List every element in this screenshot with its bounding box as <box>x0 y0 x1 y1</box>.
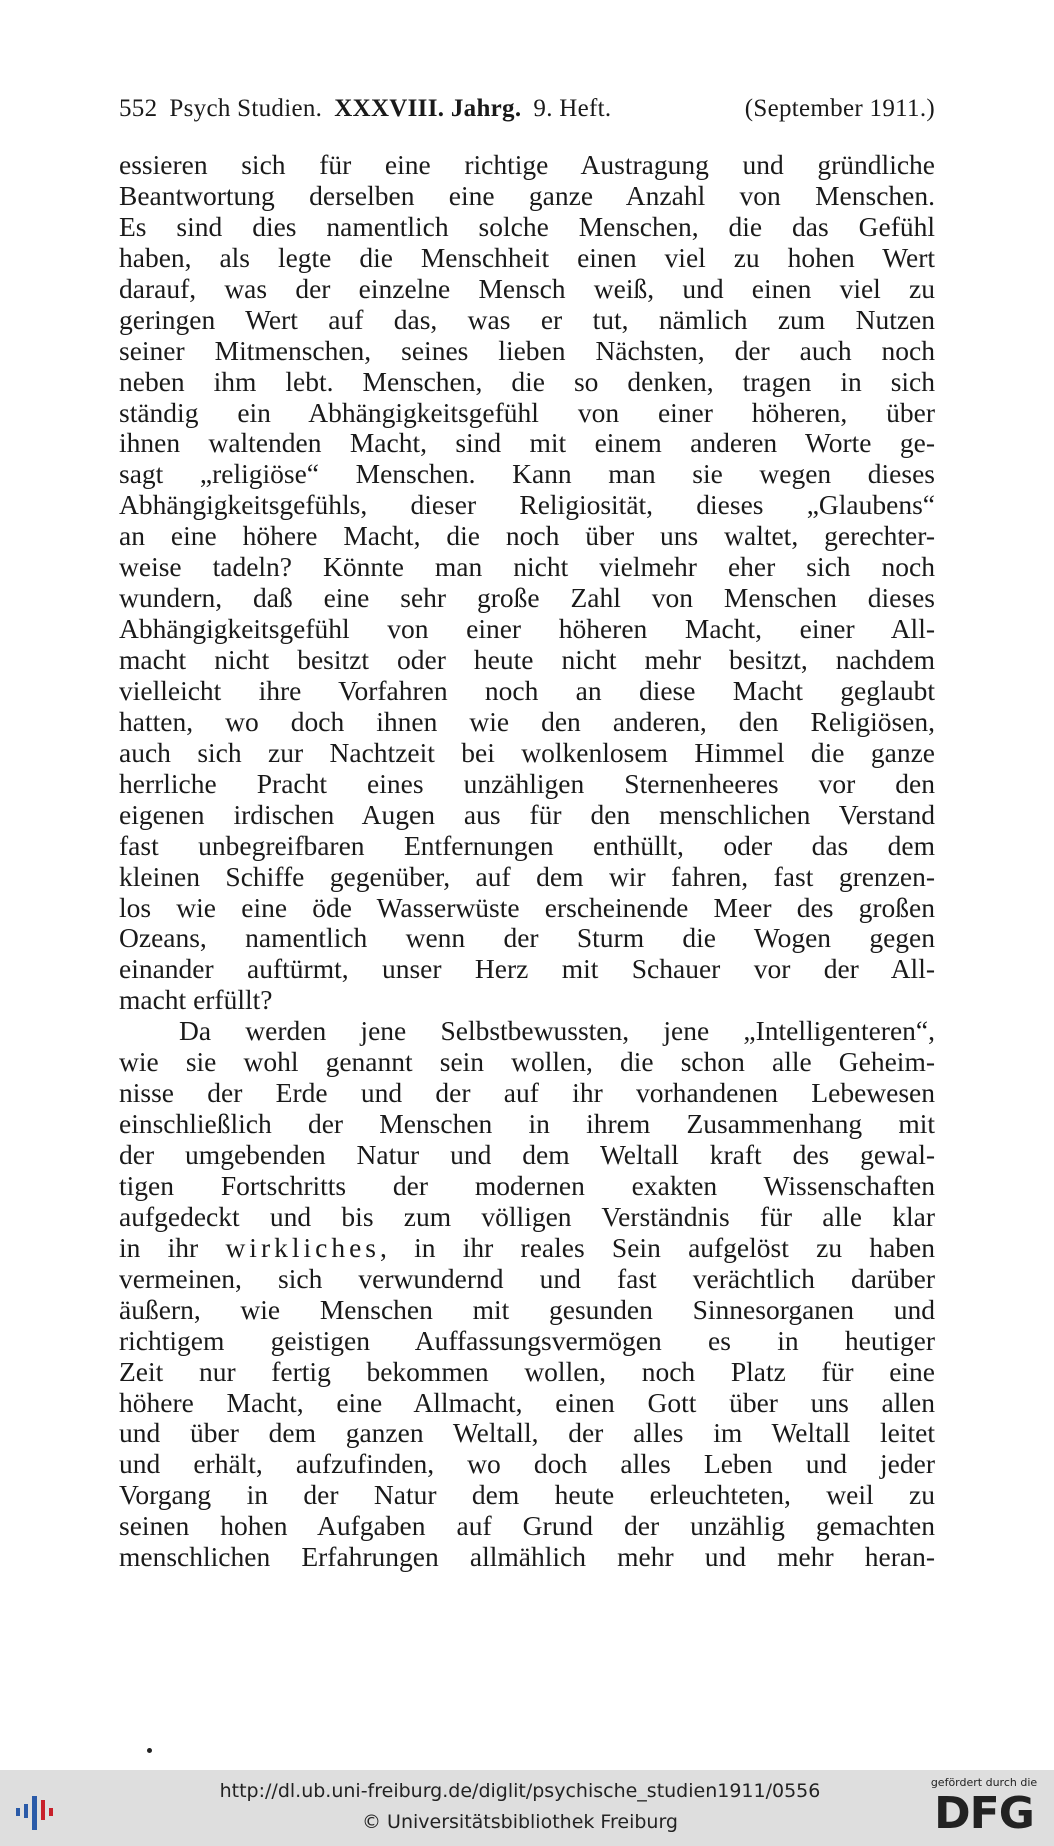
journal-title: Psych Studien. <box>169 95 323 122</box>
text-line: geringen Wert auf das, was er tut, nämlich zum Nutzen <box>119 303 935 335</box>
text-line: Zeit nur fertig bekommen wollen, noch Platz für eine <box>119 1355 935 1387</box>
line-segment: in ihr <box>119 1231 226 1263</box>
text-line: äußern, wie Menschen mit gesunden Sinnesorganen und <box>119 1293 935 1325</box>
text-line: herrliche Pracht eines unzähligen Sternenheeres vor den <box>119 767 935 799</box>
text-line: darauf, was der einzelne Mensch weiß, und einen viel zu <box>119 272 935 304</box>
text-line: seiner Mitmenschen, seines lieben Nächsten, der auch noch <box>119 334 935 366</box>
body-text <box>119 150 935 1573</box>
text-line: tigen Fortschritts der modernen exakten Wissenschaften <box>119 1169 935 1201</box>
text-line: einander auftürmt, unser Herz mit Schauer vor der All- <box>119 953 935 985</box>
text-line: nisse der Erde und der auf ihr vorhandenen Lebewesen <box>119 1077 935 1109</box>
text-line: an eine höhere Macht, die noch über uns waltet, gerechter- <box>119 520 935 552</box>
text-line: sagt „religiöse“ Menschen. Kann man sie wegen dieses <box>119 458 935 490</box>
text-line: vermeinen, sich verwundernd und fast verächtlich darüber <box>119 1262 935 1294</box>
text-line: haben, als legte die Menschheit einen viel zu hohen Wert <box>119 241 935 273</box>
source-url-link[interactable]: http://dl.ub.uni-freiburg.de/diglit/psychische_studien1911/0556 <box>219 1780 821 1802</box>
text-line-spaced <box>119 1233 935 1264</box>
text-line: menschlichen Erfahrungen allmählich mehr und mehr heran- <box>119 1541 935 1573</box>
footer-bar <box>0 1770 1054 1846</box>
text-line: weise tadeln? Könnte man nicht vielmehr eher sich noch <box>119 551 935 583</box>
text-line: macht nicht besitzt oder heute nicht mehr besitzt, nachdem <box>119 644 935 675</box>
text-line: und über dem ganzen Weltall, der alles im Weltall leitet <box>119 1417 935 1449</box>
library-logo-icon <box>14 1786 64 1832</box>
emphasized-word: wirkliches <box>225 1231 380 1263</box>
text-line: hatten, wo doch ihnen wie den anderen, den Religiösen, <box>119 705 935 737</box>
paragraph-end-line: macht erfüllt? <box>119 984 273 1016</box>
text-line: fast unbegreifbaren Entfernungen enthüllt, oder das dem <box>119 829 935 861</box>
text-line: der umgebenden Natur und dem Weltall kraft des gewal- <box>119 1139 935 1170</box>
text-line: kleinen Schiffe gegenüber, auf dem wir fahren, fast grenzen- <box>119 860 935 892</box>
text-line: Abhängigkeitsgefühls, dieser Religiosität, dieses „Glaubens“ <box>119 489 935 521</box>
issue-date: (September 1911.) <box>744 95 935 122</box>
text-line: Es sind dies namentlich solche Menschen, die das Gefühl <box>119 210 935 242</box>
header-left <box>119 95 611 123</box>
text-line: auch sich zur Nachtzeit bei wolkenlosem Himmel die ganze <box>119 736 935 768</box>
line-segment: , in ihr reales Sein aufgelöst zu haben <box>380 1231 935 1263</box>
text-line: Ozeans, namentlich wenn der Sturm die Wogen gegen <box>119 922 935 954</box>
issue-label: 9. Heft. <box>533 95 612 122</box>
paragraph-start-line: Da werden jene Selbstbewussten, jene „Intelligenteren“, <box>179 1015 935 1047</box>
text-line: richtigem geistigen Auffassungsvermögen es in heutiger <box>119 1324 935 1356</box>
text-line: Beantwortung derselben eine ganze Anzahl von Menschen. <box>119 179 935 211</box>
stray-mark <box>147 1748 152 1753</box>
copyright-text: © Universitätsbibliothek Freiburg <box>362 1811 678 1833</box>
running-header <box>119 95 935 123</box>
sponsor-note: gefördert durch die <box>930 1776 1038 1789</box>
text-line: neben ihm lebt. Menschen, die so denken, tragen in sich <box>119 365 935 397</box>
text-line: wie sie wohl genannt sein wollen, die schon alle Geheim- <box>119 1046 935 1078</box>
text-line: Abhängigkeitsgefühl von einer höheren Macht, einer All- <box>119 613 935 645</box>
text-line: los wie eine öde Wasserwüste erscheinende Meer des großen <box>119 891 935 923</box>
dfg-logo-icon <box>924 1776 1044 1838</box>
text-line: vielleicht ihre Vorfahren noch an diese Macht geglaubt <box>119 674 935 706</box>
text-line: Vorgang in der Natur dem heute erleuchteten, weil zu <box>119 1479 935 1511</box>
text-line: seinen hohen Aufgaben auf Grund der unzählig gemachten <box>119 1510 935 1542</box>
sponsor-logo: DFG <box>934 1788 1034 1839</box>
text-line: einschließlich der Menschen in ihrem Zusammenhang mit <box>119 1108 935 1140</box>
text-line: essieren sich für eine richtige Austragung und gründliche <box>119 149 935 180</box>
text-line: eigenen irdischen Augen aus für den menschlichen Verstand <box>119 798 935 830</box>
footer-center <box>180 1778 860 1836</box>
page-number: 552 <box>119 95 158 122</box>
volume-label: XXXVIII. Jahrg. <box>334 95 522 122</box>
text-line: ständig ein Abhängigkeitsgefühl von einer höheren, über <box>119 396 935 428</box>
text-line: aufgedeckt und bis zum völligen Verständnis für alle klar <box>119 1200 935 1232</box>
text-line: wundern, daß eine sehr große Zahl von Menschen dieses <box>119 582 935 614</box>
text-line: höhere Macht, eine Allmacht, einen Gott über uns allen <box>119 1386 935 1418</box>
text-line: ihnen waltenden Macht, sind mit einem anderen Worte ge- <box>119 427 935 459</box>
text-line: und erhält, aufzufinden, wo doch alles Leben und jeder <box>119 1448 935 1480</box>
